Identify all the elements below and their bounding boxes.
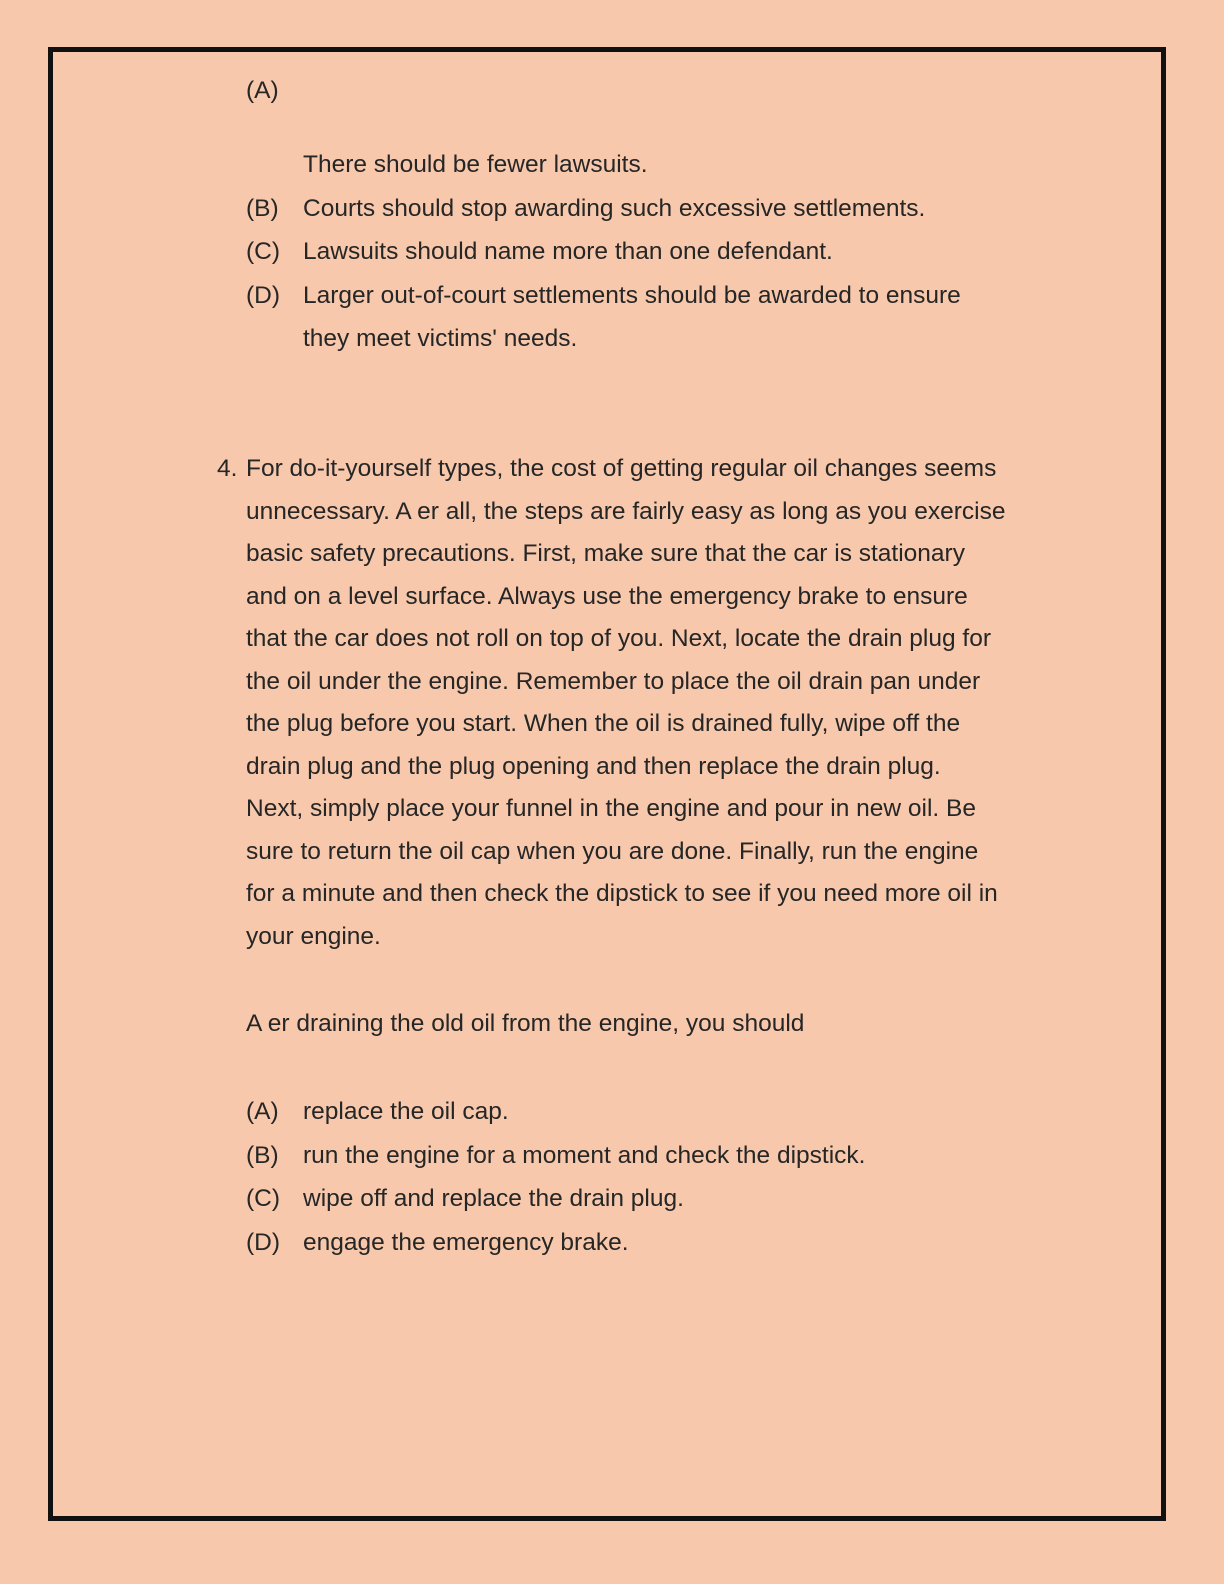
q3-option-a-label: (A): [246, 77, 279, 104]
q4-passage-line: sure to return the oil cap when you are done. Finally, run the engine: [246, 838, 979, 865]
q3-option-a-text: There should be fewer lawsuits.: [303, 151, 648, 178]
q4-question: A er draining the old oil from the engine, you should: [246, 1010, 805, 1037]
q4-passage-line: the oil under the engine. Remember to place the oil drain pan under: [246, 668, 981, 695]
q3-option-c-text: Lawsuits should name more than one defendant.: [303, 238, 833, 265]
q4-number: 4.: [217, 455, 238, 482]
q4-option-c-text: wipe off and replace the drain plug.: [303, 1185, 684, 1212]
q4-option-b-label: (B): [246, 1142, 279, 1169]
q4-option-d-label: (D): [246, 1229, 281, 1256]
q4-passage-line: drain plug and the plug opening and then replace the drain plug.: [246, 753, 941, 780]
q4-passage-line: unnecessary. A er all, the steps are fairly easy as long as you exercise: [246, 498, 1006, 525]
q3-option-b-text: Courts should stop awarding such excessive settlements.: [303, 195, 926, 222]
q4-passage-line: your engine.: [246, 923, 381, 950]
q3-option-b-label: (B): [246, 195, 279, 222]
q4-passage-line: Next, simply place your funnel in the engine and pour in new oil. Be: [246, 795, 976, 822]
q3-option-d-text: Larger out-of-court settlements should be awarded to ensure: [303, 282, 961, 309]
q4-passage-line: For do-it-yourself types, the cost of getting regular oil changes seems: [246, 455, 997, 482]
q3-option-c-label: (C): [246, 238, 281, 265]
q4-option-a-label: (A): [246, 1098, 279, 1125]
q4-passage-line: for a minute and then check the dipstick to see if you need more oil in: [246, 880, 998, 907]
q4-passage-line: that the car does not roll on top of you. Next, locate the drain plug for: [246, 625, 991, 652]
q4-passage-line: the plug before you start. When the oil is drained fully, wipe off the: [246, 710, 961, 737]
q4-option-a-text: replace the oil cap.: [303, 1098, 509, 1125]
q4-option-b-text: run the engine for a moment and check the dipstick.: [303, 1142, 866, 1169]
q3-option-d-label: (D): [246, 282, 281, 309]
q4-option-c-label: (C): [246, 1185, 281, 1212]
q4-option-d-text: engage the emergency brake.: [303, 1229, 629, 1256]
q4-passage-line: and on a level surface. Always use the emergency brake to ensure: [246, 583, 968, 610]
q4-passage-line: basic safety precautions. First, make sure that the car is stationary: [246, 540, 965, 567]
page-border: [48, 47, 1166, 1521]
q3-option-d-text-cont: they meet victims' needs.: [303, 325, 578, 352]
